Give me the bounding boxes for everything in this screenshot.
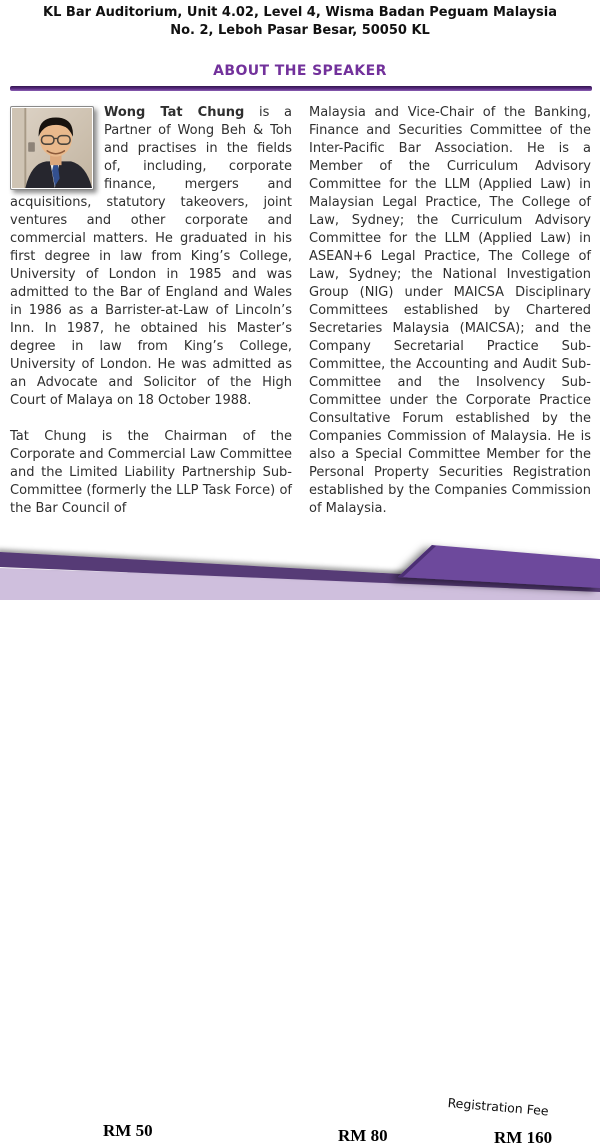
- speaker-photo: [10, 106, 94, 190]
- registration-fee-label: Registration Fee: [447, 1095, 550, 1119]
- bio-paragraph-1: [10, 104, 292, 410]
- fee-rm50: RM 50: [103, 1121, 153, 1140]
- speaker-name: Wong Tat Chung: [104, 105, 245, 120]
- venue-address: [0, 4, 600, 40]
- registration-banner: [0, 538, 600, 1147]
- venue-line-1: KL Bar Auditorium, Unit 4.02, Level 4, Wisma Badan Peguam Malaysia: [43, 5, 557, 20]
- fee-rm80: RM 80: [338, 1126, 388, 1145]
- bio-paragraph-3: Malaysia and Vice-Chair of the Banking, Finance and Securities Committee of the Inter-Pacific Bar Association. He is a Member of the Curriculum Advisory Committee for the LLM (Applied Law) in Malaysian Legal Practice, The College of Law, Sydney; the Curriculum Advisory Committee for the LLM (Applied Law) in ASEAN+6 Legal Practice, The College of Law, Sydney; the National Investigation Group (NIG) under MAICSA Disciplinary Committees established by Chartered Secretaries Malaysia (MAICSA); and the Company Secretarial Practice Sub-Committee, the Accounting and Audit Sub-Committee and the Insolvency Sub-Committee under the Corporate Practice Consultative Forum established by the Companies Commission of Malaysia. He is also a Special Committee Member for the Personal Property Securities Registration established by the Companies Commission of Malaysia.: [309, 105, 591, 516]
- venue-line-2: No. 2, Leboh Pasar Besar, 50050 KL: [170, 23, 430, 38]
- banner-shapes: [0, 538, 600, 600]
- bio-paragraph-1-text: is a Partner of Wong Beh & Toh and practises in the fields of, including, corporate finance, mergers and acquisitions, statutory takeovers, joint ventures and other corporate and commercial matters. He graduated in his first degree in law from King’s College, University of London in 1985 and was admitted to the Bar of England and Wales in 1986 as a Barrister-at-Law of Lincoln’s Inn. In 1987, he obtained his Master’s degree in law from King’s College, University of London. He was admitted as an Advocate and Solicitor of the High Court of Malaya on 18 October 1988.: [10, 105, 292, 408]
- bio-columns: [10, 104, 591, 536]
- section-title: ABOUT THE SPEAKER: [213, 63, 387, 79]
- divider-rule: [10, 86, 592, 91]
- fee-rm160: RM 160: [494, 1128, 553, 1147]
- bio-column-right: [309, 104, 591, 536]
- bio-column-left: [10, 104, 292, 536]
- bio-paragraph-2: Tat Chung is the Chairman of the Corporate and Commercial Law Committee and the Limited Liability Partnership Sub-Committee (formerly the LLP Task Force) of the Bar Council of: [10, 429, 292, 516]
- speaker-portrait-illustration: [12, 108, 92, 188]
